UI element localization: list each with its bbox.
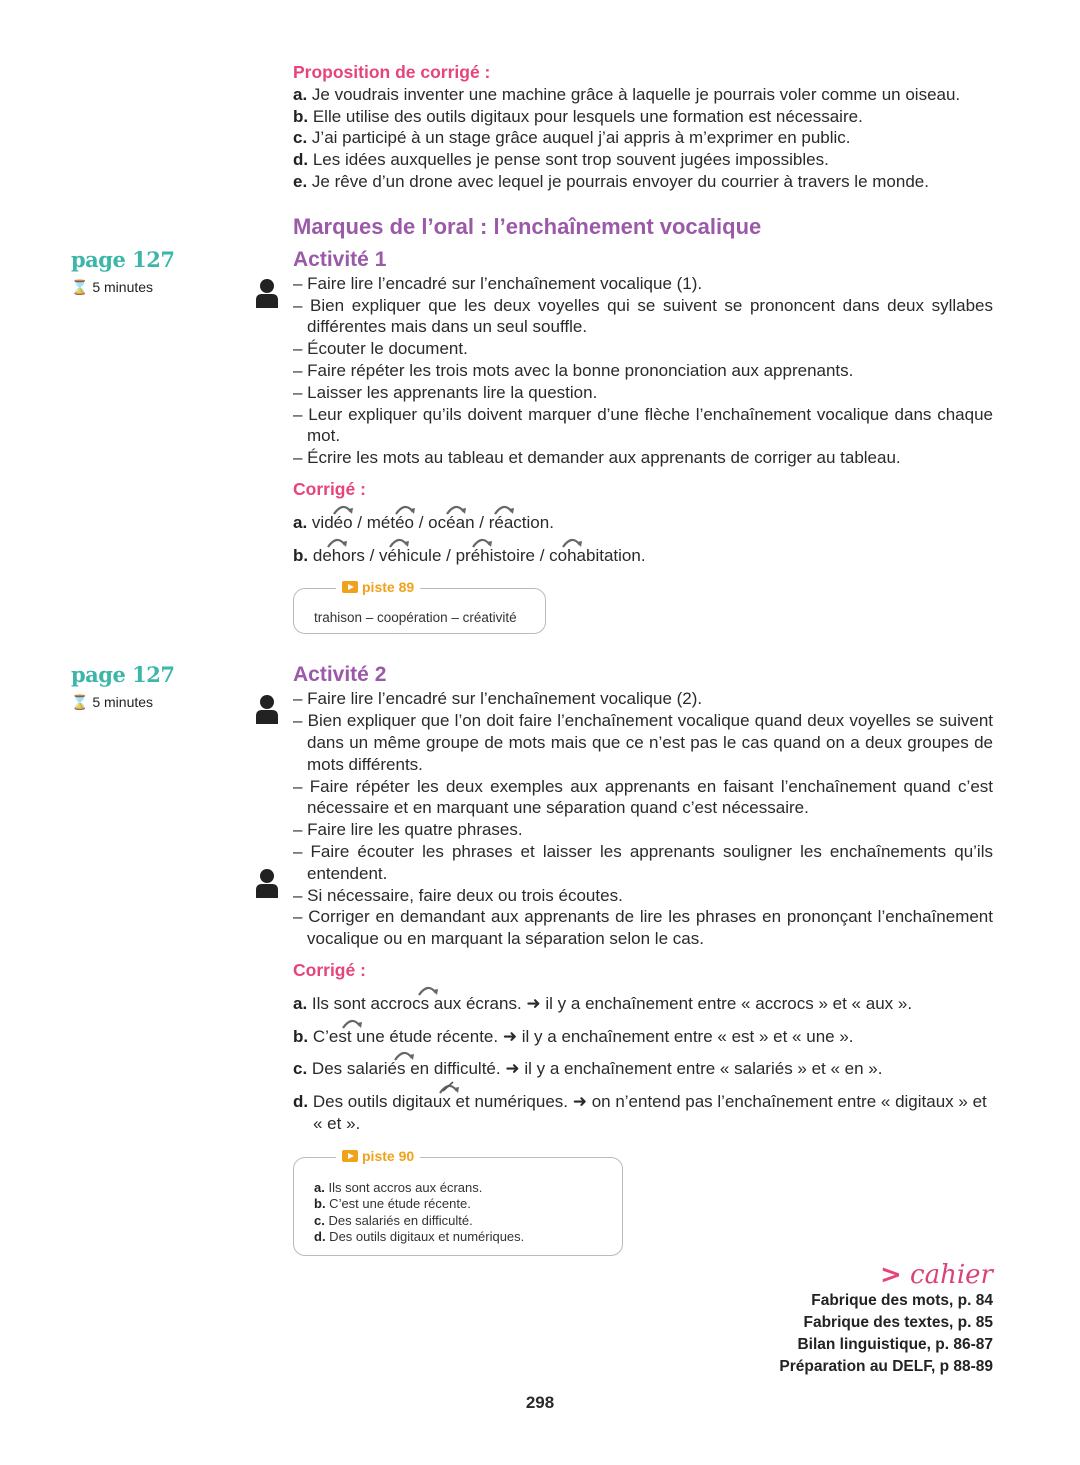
- instruction-step: – Si nécessaire, faire deux ou trois écoutes.: [293, 885, 623, 905]
- corrige-title: Corrigé :: [293, 478, 366, 499]
- instruction-step: – Faire lire les quatre phrases.: [293, 820, 523, 840]
- arc-arrow-icon: [445, 503, 467, 515]
- item-text: Des salariés en difficulté.: [324, 1212, 473, 1228]
- liaison-arc: [412, 993, 443, 1015]
- item-letter: d.: [314, 1228, 326, 1244]
- text-part: éa: [494, 512, 514, 532]
- instruction-step: – Corriger en demandant aux apprenants de lire les phrases en prononçant l’enchaînement vocalique ou en marquant la séparation selon le cas.: [293, 907, 993, 949]
- liaison-arc: [494, 512, 513, 534]
- track-transcript: trahison – coopération – créativité: [314, 610, 517, 626]
- text-part: éhi: [387, 545, 411, 565]
- section-title: Marques de l’oral : l’enchaînement vocalique: [293, 213, 762, 239]
- item-letter: b.: [293, 106, 309, 126]
- arc-arrow-icon: [341, 1017, 363, 1029]
- corrige-item: [293, 512, 993, 534]
- arc-arrow-icon: [493, 503, 515, 515]
- person-icon: [256, 694, 278, 724]
- text-part: Des outils digita: [312, 1092, 433, 1112]
- cahier-link[interactable]: Préparation au DELF, p 88-89: [779, 1358, 993, 1376]
- instruction-step: – Faire répéter les deux exemples aux apprenants en faisant l’enchaînement quand c’est nécessaire et en marquant une séparation quand c’est nécessaire.: [293, 776, 993, 818]
- audio-track-box: [293, 1147, 623, 1257]
- liaison-arc: [334, 512, 353, 534]
- corrige-title: Corrigé :: [293, 959, 366, 980]
- item-letter: c.: [293, 1059, 308, 1079]
- proposition-item: [293, 84, 993, 106]
- text-part: / c: [534, 545, 558, 565]
- text-part: / r: [474, 512, 495, 532]
- instruction-step: – Leur expliquer qu’ils doivent marquer d’une flèche l’enchaînement vocalique dans chaque mot.: [293, 404, 993, 446]
- explanation: ➜ il y a enchaînement entre « salariés » et « en ».: [500, 1059, 883, 1079]
- corrige-item: [293, 1091, 993, 1135]
- liaison-arc: [322, 545, 350, 567]
- activity1-title: Activité 1: [293, 247, 387, 271]
- cahier-title: cahier: [910, 1260, 993, 1291]
- text-part: cule: [410, 545, 442, 565]
- play-icon: [342, 581, 358, 593]
- transcript-line: [314, 1196, 622, 1212]
- liaison-arc: [558, 545, 586, 567]
- main-column: [71, 0, 993, 1454]
- item-text: Elle utilise des outils digitaux pour lesquels une formation est nécessaire.: [308, 106, 863, 126]
- activity1-corrige: [293, 512, 993, 567]
- proposition-section: [293, 62, 993, 193]
- corrige-item: [293, 993, 993, 1015]
- track-transcript: [314, 1180, 622, 1246]
- text-part: éo: [333, 512, 353, 532]
- duration: 5 minutes: [92, 694, 154, 711]
- activity2-corrige: [293, 993, 993, 1135]
- text-part: eho: [322, 545, 351, 565]
- proposition-item: [293, 171, 993, 193]
- transcript-line: [314, 1213, 622, 1229]
- instruction-step: – Faire lire l’encadré sur l’enchaînement vocalique (1).: [293, 273, 703, 293]
- item-letter: b.: [314, 1196, 326, 1212]
- text-part: rs: [350, 545, 365, 565]
- item-letter: c.: [314, 1212, 325, 1228]
- person-icon: [256, 868, 278, 898]
- activity2-title: Activité 2: [293, 663, 387, 687]
- liaison-arc: [395, 512, 414, 534]
- text-part: ction.: [513, 512, 554, 532]
- explanation: ➜ il y a enchaînement entre « est » et « une ».: [498, 1026, 854, 1046]
- instruction-step: – Faire lire l’encadré sur l’enchaînement vocalique (2).: [293, 689, 703, 709]
- transcript-line: [314, 1180, 622, 1196]
- text-part: éa: [446, 512, 466, 532]
- item-text: C’est une étude récente.: [325, 1196, 471, 1212]
- item-letter: e.: [293, 171, 308, 191]
- play-icon: [342, 1150, 358, 1162]
- item-letter: b.: [293, 1026, 309, 1046]
- track-label: piste 89: [362, 579, 415, 596]
- text-part: bitation.: [586, 545, 646, 565]
- explanation: ➜ on n’entend pas l’enchaînement entre « digitaux » et « et ».: [313, 1092, 987, 1133]
- liaison-arc: [471, 545, 494, 567]
- arc-arrow-icon: [388, 536, 410, 548]
- text-part: n difficulté.: [419, 1059, 501, 1079]
- text-part: és e: [387, 1059, 420, 1079]
- text-part: stoire: [493, 545, 535, 565]
- liaison-arc: [446, 512, 465, 534]
- item-letter: d.: [293, 1092, 309, 1112]
- item-text: Des outils digitaux et numériques.: [325, 1228, 525, 1244]
- track-button[interactable]: [336, 1147, 420, 1165]
- hourglass-icon: ⌛: [71, 694, 89, 711]
- item-letter: b.: [293, 545, 309, 565]
- proposition-title: Proposition de corrigé :: [293, 62, 491, 82]
- cahier-link[interactable]: Bilan linguistique, p. 86-87: [797, 1336, 993, 1354]
- text-part: éo: [395, 512, 415, 532]
- arc-arrow-icon: [394, 503, 416, 515]
- section-title-wrap: [293, 213, 993, 241]
- page-reference: page 127: [71, 246, 175, 272]
- activity1: [71, 246, 993, 635]
- track-label: piste 90: [362, 1147, 415, 1164]
- item-text: Je voudrais inventer une machine grâce à laquelle je pourrais voler comme un oiseau.: [307, 84, 961, 104]
- text-part: d: [312, 545, 323, 565]
- text-part: éhi: [470, 545, 494, 565]
- instruction-step: – Laisser les apprenants lire la question.: [293, 382, 598, 402]
- liaison-arc: [338, 1026, 365, 1048]
- instruction-step: – Faire répéter les trois mots avec la bonne prononciation aux apprenants.: [293, 360, 854, 380]
- item-letter: c.: [293, 128, 308, 148]
- text-part: ux écrans.: [443, 993, 522, 1013]
- transcript-line: [314, 1229, 622, 1245]
- liaison-arc: [388, 1058, 420, 1080]
- instruction-step: – Écouter le document.: [293, 339, 468, 359]
- cahier-link[interactable]: Fabrique des textes, p. 85: [803, 1314, 993, 1332]
- text-part: Ils sont accro: [311, 993, 413, 1013]
- text-part: cs a: [412, 993, 444, 1013]
- hourglass-icon: ⌛: [71, 278, 89, 295]
- arc-arrow-icon: [393, 1049, 415, 1061]
- text-part: ux e: [432, 1092, 465, 1112]
- arc-arrow-icon: [332, 503, 354, 515]
- text-part: / mét: [352, 512, 396, 532]
- instruction-step: – Faire écouter les phrases et laisser les apprenants souligner les enchaînements qu’ils entendent.: [293, 841, 993, 883]
- activity2: [71, 662, 993, 1256]
- item-text: Ils sont accros aux écrans.: [324, 1179, 483, 1195]
- text-part: oha: [557, 545, 587, 565]
- instruction-step: – Écrire les mots au tableau et demander aux apprenants de corriger au tableau.: [293, 448, 901, 468]
- person-icon: [256, 278, 278, 308]
- page-reference: page 127: [71, 662, 175, 688]
- arc-arrow-icon: [438, 1082, 460, 1094]
- text-part: Des salari: [311, 1059, 388, 1079]
- item-letter: a.: [314, 1179, 325, 1195]
- corrige-item: [293, 1058, 993, 1080]
- text-part: t numériques.: [465, 1092, 568, 1112]
- activity2-sidebar: [71, 664, 174, 714]
- arc-arrow-icon: [417, 984, 439, 996]
- corrige-item: [293, 1026, 993, 1048]
- text-part: / pr: [441, 545, 471, 565]
- proposition-item: [293, 106, 993, 128]
- liaison-arc: [433, 1091, 465, 1113]
- arc-arrow-icon: [471, 536, 493, 548]
- chevron-right-icon: >: [879, 1260, 902, 1291]
- text-part: st u: [338, 1026, 366, 1046]
- activity1-steps: [293, 273, 993, 469]
- audio-track-box: [293, 579, 546, 634]
- track-button[interactable]: [336, 578, 420, 596]
- item-text: Je rêve d’un drone avec lequel je pourrais envoyer du courrier à travers le monde.: [307, 171, 929, 191]
- text-part: ne étude récente.: [365, 1026, 499, 1046]
- proposition-item: [293, 149, 993, 171]
- proposition-item: [293, 127, 993, 149]
- activity1-sidebar: [71, 246, 175, 299]
- corrige-item: [293, 545, 993, 567]
- text-part: / oc: [414, 512, 447, 532]
- instruction-step: – Bien expliquer que l’on doit faire l’enchaînement vocalique quand deux voyelles se suivent dans un même groupe de mots mais que ce n’est pas le cas quand on a deux groupes de mots différents.: [293, 711, 993, 774]
- text-part: / v: [364, 545, 388, 565]
- arc-arrow-icon: [326, 536, 348, 548]
- item-letter: a.: [293, 993, 308, 1013]
- cahier-references: [293, 1260, 993, 1378]
- item-text: Les idées auxquelles je pense sont trop souvent jugées impossibles.: [308, 150, 829, 170]
- arc-arrow-icon: [561, 536, 583, 548]
- liaison-arc: [388, 545, 411, 567]
- explanation: ➜ il y a enchaînement entre « accrocs » et « aux ».: [521, 993, 913, 1013]
- activity2-steps: [293, 688, 993, 950]
- item-letter: a.: [293, 84, 308, 104]
- duration: 5 minutes: [92, 278, 154, 295]
- text-part: vid: [311, 512, 334, 532]
- cahier-link[interactable]: Fabrique des mots, p. 84: [811, 1292, 993, 1310]
- proposition-list: [293, 84, 993, 193]
- text-part: n: [465, 512, 475, 532]
- instruction-step: – Bien expliquer que les deux voyelles qui se suivent se prononcent dans deux syllabes différentes mais dans un seul souffle.: [293, 295, 993, 337]
- text-part: C’e: [312, 1026, 339, 1046]
- page-number: 298: [525, 1393, 555, 1413]
- item-letter: d.: [293, 150, 309, 170]
- item-text: J’ai participé à un stage grâce auquel j’ai appris à m’exprimer en public.: [307, 128, 851, 148]
- item-letter: a.: [293, 512, 308, 532]
